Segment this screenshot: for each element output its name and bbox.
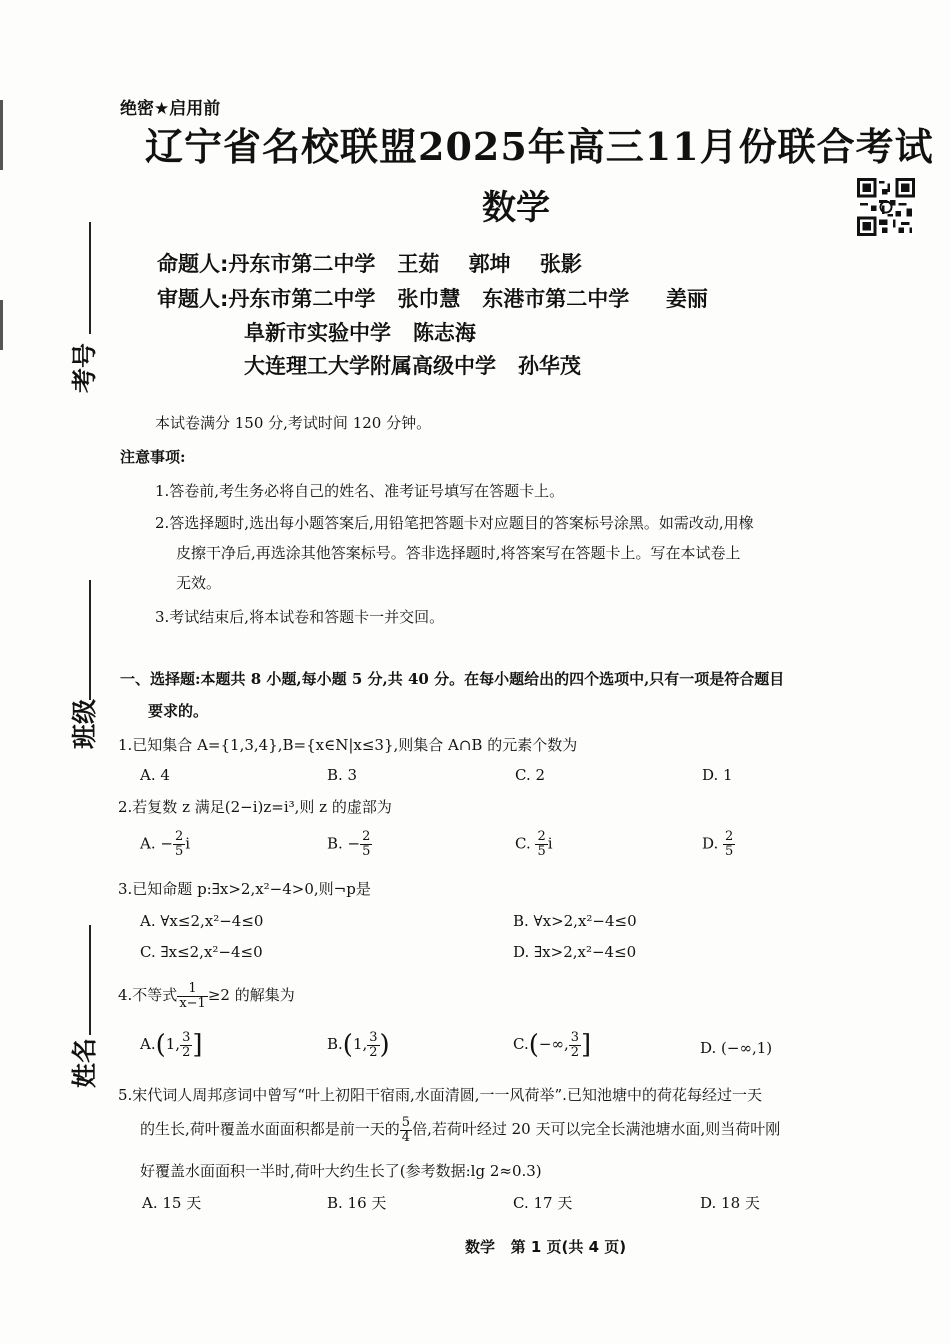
left-paren: ( bbox=[528, 1030, 539, 1060]
note-1: 1.答卷前,考生务必将自己的姓名、准考证号填写在答题卡上。 bbox=[155, 482, 565, 500]
stem-text: 倍,若荷叶经过 20 天可以完全长满池塘水面,则当荷叶刚 bbox=[412, 1120, 781, 1138]
fraction-denominator: 5 bbox=[725, 844, 734, 859]
stem-prefix: 4.不等式 bbox=[118, 986, 178, 1004]
right-bracket: ] bbox=[192, 1030, 203, 1060]
fraction bbox=[535, 830, 547, 859]
fraction-denominator: 2 bbox=[182, 1044, 191, 1060]
binding-mark bbox=[0, 300, 3, 350]
q4-option-c[interactable] bbox=[513, 1030, 591, 1060]
q2-option-c[interactable] bbox=[515, 830, 553, 859]
fraction bbox=[367, 1031, 379, 1060]
q5-option-a[interactable]: A. 15 天 bbox=[142, 1194, 202, 1212]
fraction bbox=[723, 830, 735, 859]
notes-title: 注意事项: bbox=[120, 448, 186, 466]
interval-start: 1, bbox=[165, 1035, 181, 1053]
q3-option-b[interactable]: B. ∀x>2,x²−4≤0 bbox=[513, 912, 637, 930]
question-4-stem bbox=[118, 980, 295, 1011]
q3-option-d[interactable]: D. ∃x>2,x²−4≤0 bbox=[513, 943, 637, 961]
reviewer-name: 姜丽 bbox=[665, 287, 708, 311]
authors-names: 王茹 郭坤 张影 bbox=[397, 252, 582, 276]
exam-title: 辽宁省名校联盟2025年高三11月份联合考试 bbox=[145, 124, 934, 169]
q4-option-d[interactable]: D. (−∞,1) bbox=[700, 1039, 773, 1057]
fraction bbox=[360, 830, 372, 859]
name-label: 姓名 bbox=[70, 1037, 100, 1089]
binding-mark bbox=[0, 100, 3, 170]
option-prefix: B. − bbox=[327, 834, 361, 853]
authors-school: 丹东市第二中学 bbox=[228, 252, 376, 276]
q1-option-c[interactable]: C. 2 bbox=[515, 766, 546, 784]
exam-no-line[interactable] bbox=[89, 222, 91, 334]
fraction-denominator: 4 bbox=[401, 1129, 411, 1145]
imaginary-unit: i bbox=[547, 834, 553, 853]
q2-option-a[interactable] bbox=[140, 830, 190, 859]
reviewer-school: 大连理工大学附属高级中学 bbox=[244, 354, 496, 378]
option-prefix: D. bbox=[702, 834, 724, 853]
reviewer-school: 阜新市实验中学 bbox=[244, 321, 391, 345]
q3-option-c[interactable]: C. ∃x≤2,x²−4≤0 bbox=[140, 943, 263, 961]
exam-no-label: 考号 bbox=[70, 342, 100, 394]
q5-option-d[interactable]: D. 18 天 bbox=[700, 1194, 760, 1212]
section-heading-cont: 要求的。 bbox=[148, 702, 209, 720]
note-2-line1: 2.答选择题时,选出每小题答案后,用铅笔把答题卡对应题目的答案标号涂黑。如需改动,用橡 bbox=[155, 514, 754, 532]
qr-code-icon bbox=[857, 175, 915, 239]
stem-suffix: ≥2 的解集为 bbox=[207, 986, 295, 1004]
q1-option-d[interactable]: D. 1 bbox=[702, 766, 733, 784]
q2-option-d[interactable] bbox=[702, 830, 735, 859]
section-heading: 一、选择题:本题共 8 小题,每小题 5 分,共 40 分。在每小题给出的四个选项中,只有一项是符合题目 bbox=[120, 670, 785, 688]
score-time-text: 本试卷满分 150 分,考试时间 120 分钟。 bbox=[155, 414, 432, 432]
fraction bbox=[569, 1031, 581, 1060]
q5-option-b[interactable]: B. 16 天 bbox=[327, 1194, 387, 1212]
reviewers-row bbox=[244, 317, 476, 347]
fraction-denominator: 5 bbox=[174, 844, 184, 859]
fraction-denominator: 5 bbox=[362, 844, 371, 859]
fraction-denominator: 2 bbox=[369, 1044, 378, 1060]
question-5-line2 bbox=[140, 1114, 780, 1145]
imaginary-unit: i bbox=[185, 834, 191, 853]
fraction bbox=[180, 1031, 192, 1060]
reviewer-name: 陈志海 bbox=[412, 321, 476, 345]
note-3: 3.考试结束后,将本试卷和答题卡一并交回。 bbox=[155, 608, 445, 626]
fraction-numerator: 3 bbox=[182, 1029, 191, 1045]
fraction-numerator: 2 bbox=[362, 829, 371, 844]
class-line[interactable] bbox=[89, 580, 91, 700]
fraction bbox=[173, 830, 185, 859]
left-paren: ( bbox=[342, 1030, 353, 1060]
fraction-numerator: 1 bbox=[177, 982, 208, 997]
stem-text: 的生长,荷叶覆盖水面面积都是前一天的 bbox=[140, 1120, 400, 1138]
confidential-label: 绝密★启用前 bbox=[120, 99, 221, 119]
q4-option-b[interactable] bbox=[327, 1030, 390, 1060]
option-prefix: C. bbox=[513, 1035, 529, 1053]
reviewer-school: 丹东市第二中学 bbox=[228, 287, 376, 311]
question-3-stem: 3.已知命题 p:∃x>2,x²−4>0,则¬p是 bbox=[118, 880, 371, 898]
question-5-line3: 好覆盖水面面积一半时,荷叶大约生长了(参考数据:lg 2≈0.3) bbox=[140, 1162, 542, 1180]
question-2-stem: 2.若复数 z 满足(2−i)z=i³,则 z 的虚部为 bbox=[118, 798, 392, 816]
q1-option-a[interactable]: A. 4 bbox=[140, 766, 170, 784]
fraction-numerator: 2 bbox=[725, 829, 734, 844]
fraction-numerator: 5 bbox=[401, 1114, 411, 1130]
right-bracket: ] bbox=[581, 1030, 592, 1060]
fraction-numerator: 2 bbox=[537, 829, 546, 844]
subject-title: 数学 bbox=[482, 188, 550, 228]
interval-start: 1, bbox=[352, 1035, 368, 1053]
note-2-line2: 皮擦干净后,再选涂其他答案标号。答非选择题时,将答案写在答题卡上。写在本试卷上 bbox=[176, 544, 741, 562]
fraction-denominator: 5 bbox=[537, 844, 546, 859]
option-prefix: A. − bbox=[140, 834, 173, 853]
option-prefix: A. bbox=[140, 1035, 156, 1053]
note-2-line3: 无效。 bbox=[176, 574, 222, 592]
authors-label: 命题人: bbox=[157, 252, 229, 276]
q4-option-a[interactable] bbox=[140, 1030, 203, 1060]
page-footer: 数学 第 1 页(共 4 页) bbox=[465, 1238, 627, 1256]
q5-option-c[interactable]: C. 17 天 bbox=[513, 1194, 573, 1212]
fraction bbox=[177, 982, 208, 1011]
fraction bbox=[400, 1116, 412, 1145]
fraction-numerator: 2 bbox=[174, 829, 184, 844]
option-prefix: C. bbox=[515, 834, 536, 853]
q3-option-a[interactable]: A. ∀x≤2,x²−4≤0 bbox=[140, 912, 264, 930]
q1-option-b[interactable]: B. 3 bbox=[327, 766, 358, 784]
reviewer-school: 东港市第二中学 bbox=[482, 287, 630, 311]
reviewers-row bbox=[157, 283, 708, 313]
question-1-stem: 1.已知集合 A={1,3,4},B={x∈N|x≤3},则集合 A∩B 的元素个数为 bbox=[118, 736, 578, 754]
fraction-denominator: x−1 bbox=[179, 995, 206, 1011]
reviewers-row bbox=[244, 350, 581, 380]
q2-option-b[interactable] bbox=[327, 830, 372, 859]
fraction-numerator: 3 bbox=[570, 1029, 579, 1045]
name-line[interactable] bbox=[89, 925, 91, 1035]
reviewers-label: 审题人: bbox=[157, 287, 229, 311]
left-paren: ( bbox=[155, 1030, 166, 1060]
class-label: 班级 bbox=[70, 698, 100, 750]
reviewer-name: 孙华茂 bbox=[517, 354, 581, 378]
authors-row bbox=[157, 248, 582, 278]
option-prefix: B. bbox=[327, 1035, 343, 1053]
reviewer-name: 张巾慧 bbox=[397, 287, 461, 311]
fraction-denominator: 2 bbox=[570, 1044, 579, 1060]
interval-start: −∞, bbox=[538, 1035, 569, 1053]
question-5-line1: 5.宋代词人周邦彦词中曾写“叶上初阳干宿雨,水面清圆,一一风荷举”.已知池塘中的荷花每经过一天 bbox=[118, 1086, 762, 1104]
right-paren: ) bbox=[379, 1030, 390, 1060]
fraction-numerator: 3 bbox=[369, 1029, 378, 1045]
